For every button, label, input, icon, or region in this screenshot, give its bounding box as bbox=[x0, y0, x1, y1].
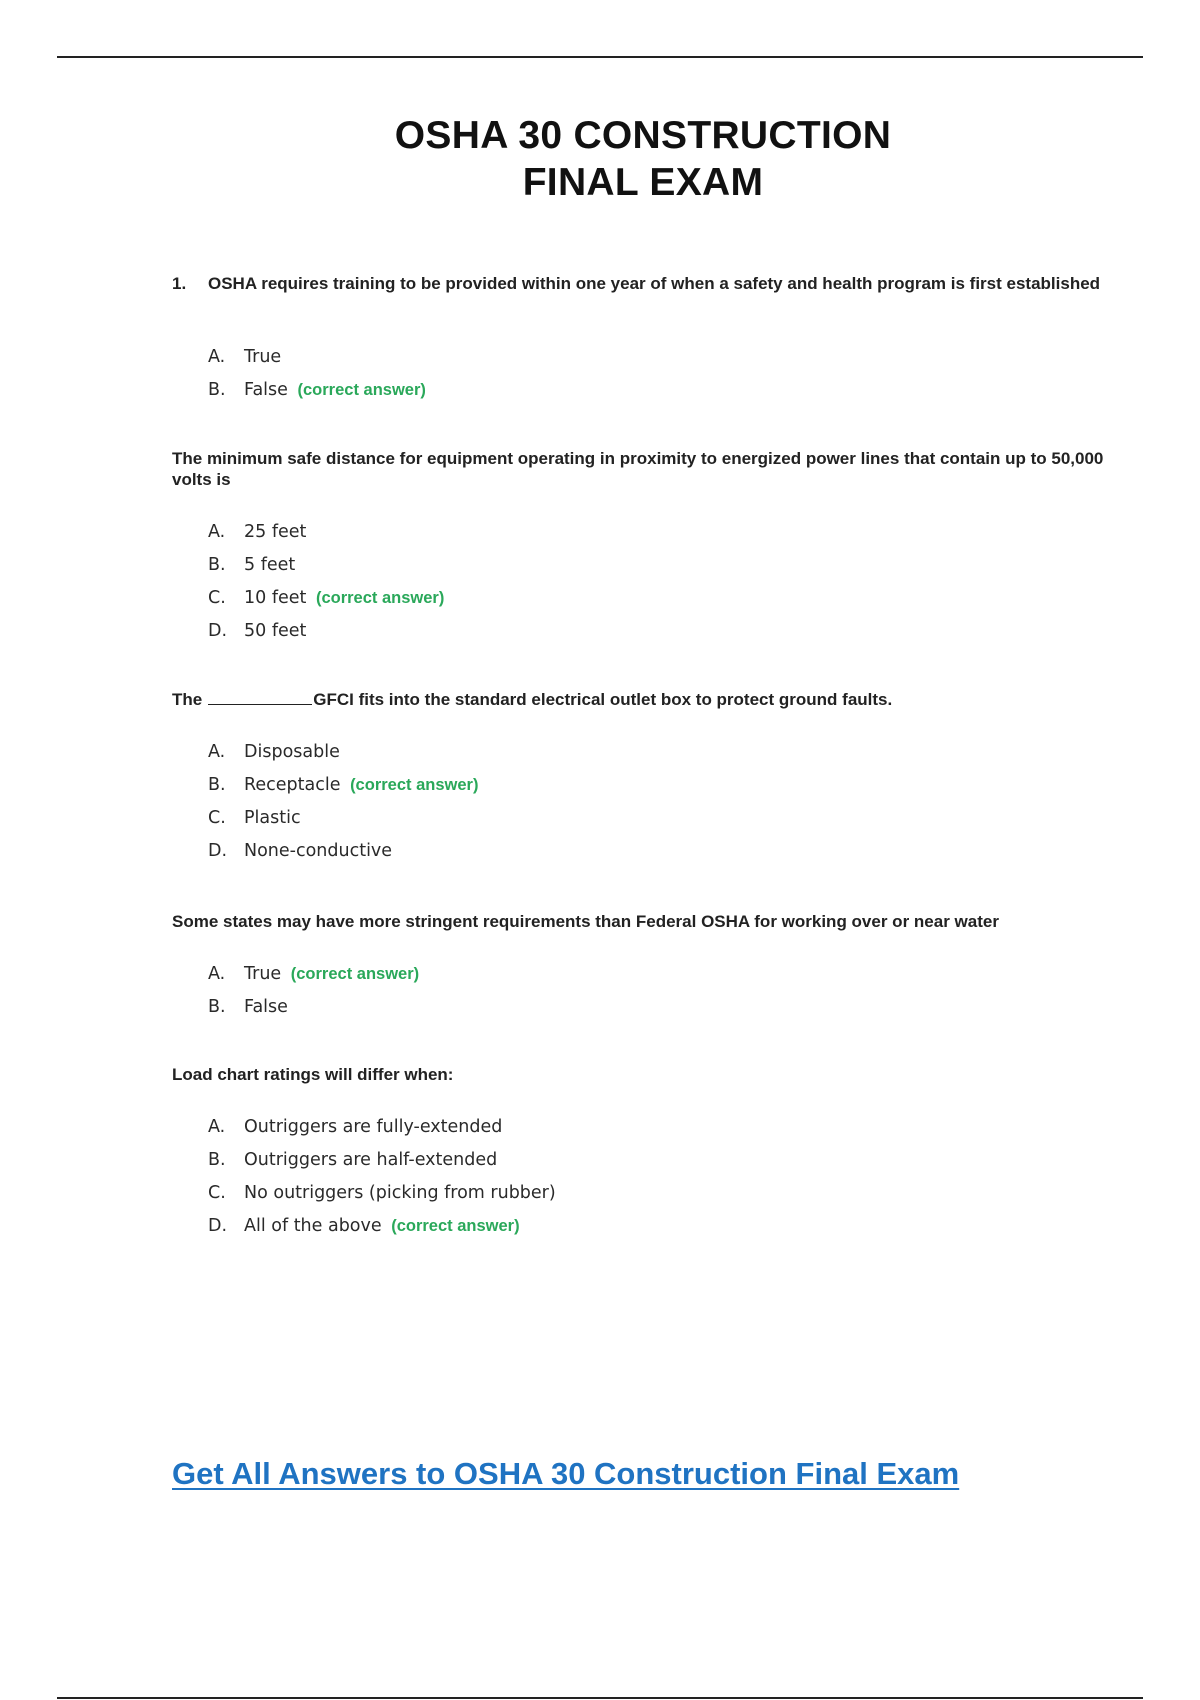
correct-answer-note: (correct answer) bbox=[297, 381, 426, 399]
question-text: OSHA requires training to be provided within one year of when a safety and health program is first established bbox=[208, 274, 1101, 293]
question-1 bbox=[172, 273, 1112, 294]
correct-answer-note: (correct answer) bbox=[391, 1217, 520, 1235]
option-text: Outriggers are fully-extended bbox=[244, 1117, 503, 1137]
option-letter: A. bbox=[208, 964, 226, 984]
page-title-line-2: FINAL EXAM bbox=[522, 161, 764, 204]
option-letter: D. bbox=[208, 1216, 228, 1236]
option-b[interactable] bbox=[208, 549, 444, 582]
page-title-line-1: OSHA 30 CONSTRUCTION bbox=[394, 114, 892, 157]
option-text: True bbox=[244, 964, 282, 984]
correct-answer-note: (correct answer) bbox=[290, 965, 420, 983]
option-letter: A. bbox=[208, 347, 226, 367]
option-text: 5 feet bbox=[244, 555, 296, 575]
option-letter: D. bbox=[208, 621, 228, 641]
option-text: False bbox=[244, 997, 288, 1017]
option-a[interactable] bbox=[208, 1111, 556, 1144]
option-b[interactable] bbox=[208, 1144, 556, 1177]
question-1-options bbox=[208, 341, 426, 407]
option-letter: A. bbox=[208, 1117, 226, 1137]
question-5-options bbox=[208, 1111, 556, 1243]
question-text: The minimum safe distance for equipment operating in proximity to energized power lines that contain up to 50,000 volts is bbox=[172, 449, 1104, 489]
option-text: Plastic bbox=[244, 808, 301, 828]
question-text: Load chart ratings will differ when: bbox=[172, 1065, 454, 1084]
option-letter: B. bbox=[208, 380, 226, 400]
fill-in-blank bbox=[208, 690, 312, 705]
option-c[interactable] bbox=[208, 802, 478, 835]
option-a[interactable] bbox=[208, 736, 478, 769]
option-b[interactable] bbox=[208, 374, 426, 407]
question-2-options bbox=[208, 516, 444, 648]
option-letter: B. bbox=[208, 775, 226, 795]
question-3 bbox=[172, 689, 1112, 710]
correct-answer-note: (correct answer) bbox=[315, 589, 445, 607]
option-text: Outriggers are half-extended bbox=[244, 1150, 498, 1170]
option-text: Receptacle bbox=[244, 775, 341, 795]
top-divider bbox=[57, 56, 1143, 58]
option-b[interactable] bbox=[208, 769, 478, 802]
option-a[interactable] bbox=[208, 516, 444, 549]
option-d[interactable] bbox=[208, 1210, 556, 1243]
question-5 bbox=[172, 1064, 1112, 1085]
option-text: False bbox=[244, 380, 288, 400]
question-4-options bbox=[208, 958, 419, 1024]
option-text: 25 feet bbox=[244, 522, 307, 542]
option-text: 50 feet bbox=[244, 621, 307, 641]
question-text-before: The bbox=[172, 690, 203, 709]
question-2 bbox=[172, 448, 1122, 490]
question-3-options bbox=[208, 736, 478, 868]
option-c[interactable] bbox=[208, 1177, 556, 1210]
correct-answer-note: (correct answer) bbox=[350, 776, 479, 794]
option-letter: A. bbox=[208, 522, 226, 542]
page-title bbox=[0, 112, 1200, 206]
option-a[interactable] bbox=[208, 341, 426, 374]
option-letter: B. bbox=[208, 555, 226, 575]
question-number: 1. bbox=[172, 274, 187, 293]
question-4 bbox=[172, 911, 1112, 932]
option-b[interactable] bbox=[208, 991, 419, 1024]
option-c[interactable] bbox=[208, 582, 444, 615]
question-text-after: GFCI fits into the standard electrical outlet box to protect ground faults. bbox=[313, 690, 893, 709]
option-a[interactable] bbox=[208, 958, 419, 991]
get-all-answers-link[interactable]: Get All Answers to OSHA 30 Construction Final Exam bbox=[172, 1456, 960, 1491]
option-text: No outriggers (picking from rubber) bbox=[244, 1183, 556, 1203]
option-text: All of the above bbox=[244, 1216, 382, 1236]
option-letter: C. bbox=[208, 588, 226, 608]
bottom-divider bbox=[57, 1697, 1143, 1699]
option-letter: C. bbox=[208, 1183, 226, 1203]
option-letter: B. bbox=[208, 1150, 226, 1170]
option-letter: A. bbox=[208, 742, 226, 762]
option-text: 10 feet bbox=[244, 588, 307, 608]
option-d[interactable] bbox=[208, 615, 444, 648]
option-text: Disposable bbox=[244, 742, 340, 762]
option-letter: C. bbox=[208, 808, 226, 828]
option-letter: D. bbox=[208, 841, 228, 861]
option-d[interactable] bbox=[208, 835, 478, 868]
option-text: None-conductive bbox=[244, 841, 393, 861]
option-letter: B. bbox=[208, 997, 226, 1017]
question-text: Some states may have more stringent requirements than Federal OSHA for working over or near water bbox=[172, 912, 999, 931]
option-text: True bbox=[244, 347, 282, 367]
